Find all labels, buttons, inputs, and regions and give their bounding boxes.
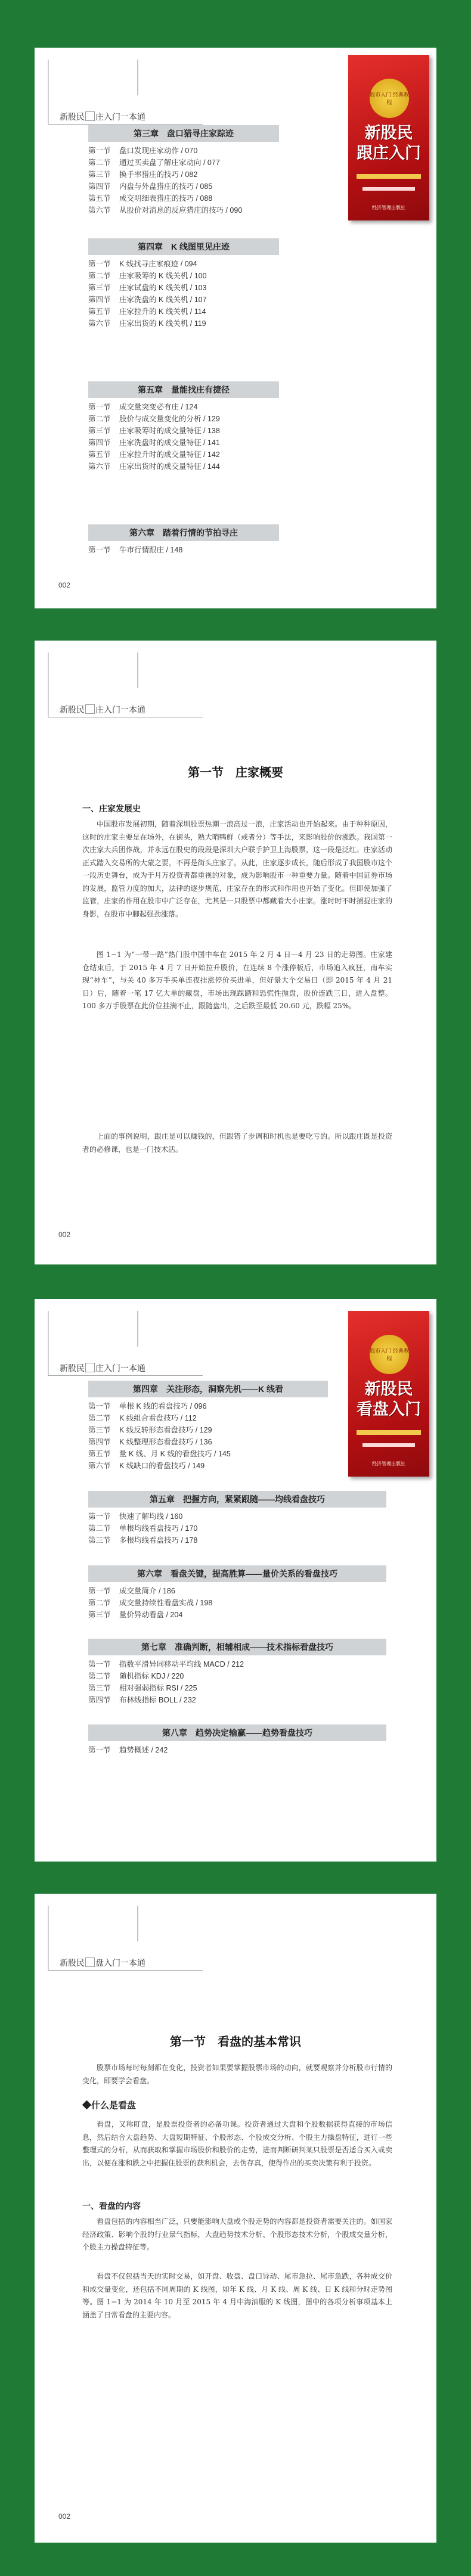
toc-item[interactable]: 第五节 成交明细表猎庄的技巧 / 088 (88, 194, 213, 203)
cover-publisher: 经济管理出版社 (372, 1461, 405, 1466)
toc-item[interactable]: 第三节 多根均线看盘技巧 / 178 (88, 1536, 198, 1545)
cover-stripe (362, 1443, 415, 1447)
running-header (48, 652, 203, 718)
toc-list (88, 1658, 339, 1706)
toc-list (88, 258, 339, 330)
toc-item[interactable]: 第一节 成交量简介 / 186 (88, 1587, 175, 1595)
body-paragraph: 股票市场每时每刻都在变化，投资者如果要掌握股票市场的动向，就要观察并分析股市行情的变化，即要学会看盘。 (82, 2064, 392, 2085)
toc-list (88, 1744, 339, 1756)
cover-seal: 股市入门 经典教程 (370, 1335, 409, 1374)
cover-seal: 股市入门 经典教程 (370, 79, 409, 118)
cover-publisher: 经济管理出版社 (372, 205, 405, 210)
cover-title: 看盘入门 (357, 1400, 421, 1418)
cover-title: 新股民 (364, 124, 413, 142)
header-rule (137, 60, 138, 95)
body-paragraph: 中国股市发展初期，随着深圳股票热潮一浪高过一浪，庄家活动也开始起来。由于种种原因，这时的庄家主要是在场外，在街头，熟大哨鸭鲜（或者分）等手法，来影响股价的涨跌。我国第一次庄家大兵团作战，并永远在股史的段段是深圳大户联手护卫上海股票，这一段是泛红。庄家活动正式踏入交易所的大蒙之要，不再是街头庄家了。从此，庄家逐步成长，随后形成了我国股市这个一段历史舞台，成为于月万投资者都重视的对象，成为影响股市一种重要力量。随着中国证券市场的发展，监管力度的加大，法律的逐步规范，庄家存在的形式和作用也开始了变化。但即使加强了监管，庄家的作用在股市中广泛存在，尤其是一只股票中都藏着大小庄家。涨时时不时捕捉庄家的身影，在股市中脚起强劲涨落。 (82, 820, 392, 918)
subheading: 一、庄家发展史 (82, 804, 141, 813)
toc-item[interactable]: 第五节 庄家拉升的 K 线关机 / 114 (88, 307, 206, 316)
toc-item[interactable]: 第五节 量 K 线、月 K 线的看盘技巧 / 145 (88, 1450, 231, 1458)
toc-item[interactable]: 第三节 庄家吸筹时的成交量特征 / 138 (88, 427, 220, 435)
chapter-heading: 第八章 趋势决定输赢——趋势看盘技巧 (88, 1724, 386, 1741)
chapter-heading: 第四章 K 线图里见庄迹 (88, 238, 279, 255)
toc-item[interactable]: 第二节 单根均线看盘技巧 / 170 (88, 1524, 198, 1533)
toc-item[interactable]: 第二节 K 线组合看盘技巧 / 112 (88, 1414, 197, 1422)
cover-title: 跟庄入门 (357, 144, 421, 162)
logo-glyph (85, 1957, 95, 1967)
toc-page (35, 1299, 436, 1862)
toc-item[interactable]: 第四节 布林线指标 BOLL / 232 (88, 1696, 196, 1704)
body-paragraph: 看盘不仅包括当天的实时交易，如开盘、收盘、盘口异动、尾市急拉、尾市急跌，各种成交价和成交量变化，还包括不同周期的 K 线图，如年 K 线、月 K 线、周 K 线、日 K 线和分时走势图等。图 1−1 为 2014 年 10 月至 2015 年 4 月中海油服的 K 线图，图中的各项分析事项基本上涵盖了日常看盘的主要内容。 (82, 2272, 392, 2319)
header-rule (137, 652, 138, 688)
toc-item[interactable]: 第三节 庄家试盘的 K 线关机 / 103 (88, 284, 207, 292)
header-rule (48, 1375, 203, 1376)
header-title: 新股民 庄入门一本通 (60, 112, 145, 122)
page-number: 002 (58, 2512, 71, 2521)
toc-list (88, 1511, 339, 1546)
toc-item[interactable]: 第四节 K 线整理形态看盘技巧 / 136 (88, 1438, 212, 1446)
header-rule (48, 1970, 203, 1971)
toc-item[interactable]: 第六节 庄家出货时的成交量特征 / 144 (88, 462, 220, 471)
logo-glyph (85, 111, 95, 121)
chapter-heading: 第四章 关注形态，洞察先机——K 线看 (88, 1381, 328, 1397)
toc-item[interactable]: 第三节 量价异动看盘 / 204 (88, 1611, 183, 1619)
toc-item[interactable]: 第一节 牛市行情跟庄 / 148 (88, 546, 183, 554)
section-title: 第一节 看盘的基本常识 (170, 2036, 301, 2049)
toc-item[interactable]: 第三节 相对强弱指标 RSI / 225 (88, 1684, 197, 1692)
toc-item[interactable]: 第二节 随机指标 KDJ / 220 (88, 1672, 184, 1680)
header-rule (137, 1906, 138, 1941)
toc-item[interactable]: 第三节 换手率猎庄的技巧 / 082 (88, 170, 198, 179)
header-rule (48, 1311, 49, 1375)
subheading: 一、看盘的内容 (82, 2201, 141, 2211)
toc-item[interactable]: 第一节 成交量突变必有庄 / 124 (88, 403, 198, 411)
running-header (48, 1311, 203, 1376)
page-number: 002 (58, 1230, 71, 1239)
toc-item[interactable]: 第六节 K 线缺口的看盘技巧 / 149 (88, 1462, 205, 1470)
chapter-heading: 第七章 准确判断，相辅相成——技术指标看盘技巧 (88, 1639, 386, 1655)
cover-stripe (362, 187, 415, 191)
toc-item[interactable]: 第一节 快速了解均线 / 160 (88, 1512, 183, 1521)
logo-glyph (85, 704, 95, 714)
toc-item[interactable]: 第四节 庄家洗盘时的成交量特征 / 141 (88, 439, 220, 447)
body-paragraph: 看盘，又称盯盘，是股票投资者的必备功课。投资者通过大盘和个股数据获得直接的市场信息，然后结合大盘趋势、大盘短期特征、个股形态、个股成交分析、个股主力操盘特征，进行一些整理式的分析，从而获取和掌握市场股价和股价的走势，进而判断研判某只股票是否适合买入或卖出，以便在涨和跌之中把握住股票的获利机会，去伪存真，使得作出的买卖决策有利于投资。 (82, 2120, 392, 2167)
toc-item[interactable]: 第一节 指数平滑异同移动平均线 MACD / 212 (88, 1660, 244, 1668)
body-paragraph: 看盘包括的内容相当广泛，只要能影响大盘或个股走势的内容都是投资者需要关注的。如国家经济政策、影响个股的行业景气指标，大盘趋势技术分析、个股形态技术分析，个股成交量分析，个股主力操盘特征等。 (82, 2217, 392, 2251)
toc-item[interactable]: 第二节 庄家吸筹的 K 线关机 / 100 (88, 272, 207, 280)
toc-item[interactable]: 第一节 趋势概述 / 242 (88, 1746, 168, 1754)
chapter-heading: 第五章 量能找庄有捷径 (88, 381, 279, 398)
header-title: 新股民 庄入门一本通 (60, 1363, 145, 1373)
running-header (48, 1906, 203, 1971)
toc-item[interactable]: 第五节 庄家拉升时的成交量特征 / 142 (88, 450, 220, 459)
subheading: ◆什么是看盘 (82, 2100, 137, 2111)
running-header (48, 60, 203, 125)
chapter-heading: 第五章 把握方向，紧紧跟随——均线看盘技巧 (88, 1491, 386, 1508)
toc-item[interactable]: 第二节 通过买卖盘了解庄家动向 / 077 (88, 159, 220, 167)
toc-item[interactable]: 第三节 K 线反转形态看盘技巧 / 129 (88, 1426, 212, 1434)
body-paragraph: 上面的事例说明，跟庄是可以赚钱的，但跟错了步调和时机也是要吃亏的。所以跟庄既是投资者的必修课，也是一门技术活。 (82, 1132, 392, 1154)
body-paragraph: 图 1−1 为“一带一路”热门股中国中车在 2015 年 2 月 4 日—4 月 23 日的走势图。庄家建仓结束后，于 2015 年 4 月 7 日开始拉升股价，在连续 8 个涨停板后，市场追入疯狂，南车实现“神车”，与关 40 多万手买单连夜挂涨停价买进单，但好景大个交易日（即 2015 年 4 月 21 日）后，随着一笔 17 亿大单的藏盘，市场出现踩踏和恐慌性抛盘，股价连跌三日，进入盘整。100 多万手股票在此价位挂满不止，跟随盘出，之后跌至最低 20.60 元，跌幅 25%。 (82, 950, 392, 1010)
toc-item[interactable]: 第六节 庄家出货的 K 线关机 / 119 (88, 319, 206, 328)
chapter-heading: 第六章 踏着行情的节拍寻庄 (88, 524, 279, 541)
book-cover[interactable] (348, 1311, 429, 1477)
cover-stripe (357, 174, 421, 179)
toc-list (88, 401, 339, 473)
toc-list (88, 145, 339, 216)
toc-item[interactable]: 第二节 股价与成交量变化的分析 / 129 (88, 415, 220, 423)
toc-item[interactable]: 第二节 成交量持续性看盘实战 / 198 (88, 1599, 213, 1607)
toc-item[interactable]: 第六节 从股价对消息的反应猎庄的技巧 / 090 (88, 206, 243, 215)
toc-item[interactable]: 第一节 单根 K 线的看盘技巧 / 096 (88, 1402, 207, 1410)
content-page (35, 641, 436, 1264)
header-rule (48, 124, 203, 125)
header-title: 新股民 盘入门一本通 (60, 1958, 145, 1968)
toc-list (88, 1585, 339, 1621)
page-number: 002 (58, 581, 71, 589)
header-rule (48, 652, 49, 717)
header-rule (48, 1906, 49, 1970)
header-rule (137, 1311, 138, 1347)
content-page (35, 1894, 436, 2543)
toc-item[interactable]: 第一节 K 线找寻庄家痕迹 / 094 (88, 260, 197, 268)
toc-item[interactable]: 第四节 庄家洗盘的 K 线关机 / 107 (88, 296, 207, 304)
toc-item[interactable]: 第一节 盘口发现庄家动作 / 070 (88, 147, 198, 155)
header-title: 新股民 庄入门一本通 (60, 705, 145, 714)
cover-title: 新股民 (364, 1380, 413, 1398)
header-rule (48, 60, 49, 124)
chapter-heading: 第六章 看盘关键，提高胜算——量价关系的看盘技巧 (88, 1565, 386, 1582)
toc-list (88, 1400, 339, 1472)
chapter-heading: 第三章 盘口猎寻庄家踪迹 (88, 125, 279, 142)
toc-page (35, 48, 436, 608)
section-title: 第一节 庄家概要 (188, 766, 283, 779)
logo-glyph (85, 1363, 95, 1372)
book-cover[interactable] (348, 55, 429, 220)
cover-stripe (357, 1430, 421, 1435)
toc-item[interactable]: 第四节 内盘与外盘猎庄的技巧 / 085 (88, 182, 213, 191)
toc-list (88, 544, 339, 556)
